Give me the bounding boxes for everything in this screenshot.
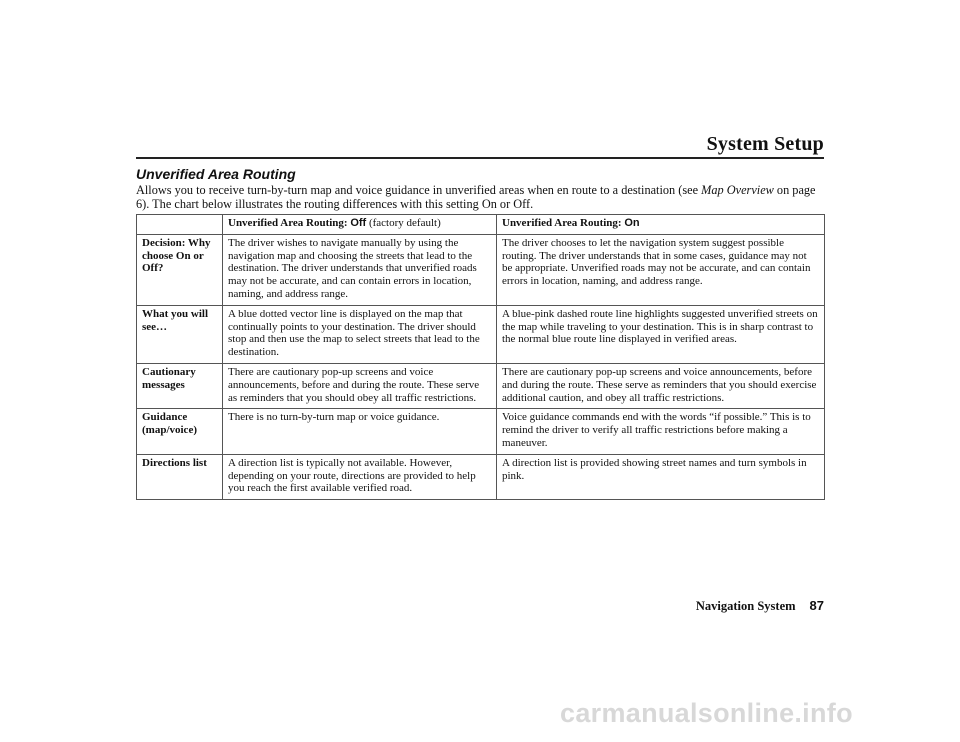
row-label-what-you-see: What you will see… (137, 305, 223, 363)
cell-on-cautionary: There are cautionary pop-up screens and voice announcements, before and during the route. These serve as reminders that you should exercise additional caution, and obey all traffic restrictions. (497, 363, 825, 408)
cell-off-cautionary: There are cautionary pop-up screens and voice announcements, before and during the route. These serve as reminders that you should obey all traffic restrictions. (223, 363, 497, 408)
page-header-title: System Setup (706, 133, 824, 155)
header-off-value: Off (350, 217, 367, 229)
routing-comparison-table (136, 214, 825, 500)
row-label-directions: Directions list (137, 454, 223, 499)
intro-text-1: Allows you to receive turn-by-turn map and voice guidance in unverified areas when en route to a destination (see (136, 183, 702, 197)
cell-off-directions: A direction list is typically not available. However, depending on your route, directions are provided to help you reach the first available verified road. (223, 454, 497, 499)
header-on-value: On (624, 217, 640, 229)
row-label-guidance: Guidance (map/voice) (137, 409, 223, 454)
cell-off-guidance: There is no turn-by-turn map or voice guidance. (223, 409, 497, 454)
header-off-column (223, 215, 497, 235)
row-label-cautionary: Cautionary messages (137, 363, 223, 408)
table-row (137, 409, 825, 454)
footer-section-name: Navigation System (695, 599, 796, 613)
intro-text-2: on page 6). The chart below illustrates the routing differences with this setting On or Off. (136, 183, 816, 211)
header-blank-cell (137, 215, 223, 235)
header-off-note: (factory default) (366, 217, 441, 229)
cell-on-decision: The driver chooses to let the navigation system suggest possible routing. The driver understands that in some cases, guidance may not be appropriate. Unverified roads may not be accurate, and can contain errors in location, naming, and address range. (497, 234, 825, 305)
cell-on-guidance: Voice guidance commands end with the words “if possible.” This is to remind the driver to verify all traffic restrictions before making a maneuver. (497, 409, 825, 454)
intro-map-overview-ref: Map Overview (701, 183, 774, 197)
cell-on-what-you-see: A blue-pink dashed route line highlights suggested unverified streets on the map while traveling to your destination. This is in sharp contrast to the normal blue route line displayed in verified areas. (497, 305, 825, 363)
header-rule (136, 157, 824, 159)
table-row (137, 305, 825, 363)
table-row (137, 363, 825, 408)
footer-page-number: 87 (809, 598, 824, 613)
row-label-decision: Decision: Why choose On or Off? (137, 234, 223, 305)
section-title: Unverified Area Routing (136, 166, 296, 182)
cell-off-what-you-see: A blue dotted vector line is displayed on the map that continually points to your destination. The driver should stop and then use the map to select streets that lead to the destination. (223, 305, 497, 363)
cell-off-decision: The driver wishes to navigate manually by using the navigation map and choosing the streets that lead to the destination. The driver understands that unverified roads may not be accurate, and can contain errors in location, naming, and address range. (223, 234, 497, 305)
header-on-column (497, 215, 825, 235)
cell-on-directions: A direction list is provided showing street names and turn symbols in pink. (497, 454, 825, 499)
watermark-text: carmanualsonline.info (560, 698, 853, 728)
table-row (137, 454, 825, 499)
header-on-prefix: Unverified Area Routing: (502, 217, 625, 229)
table-row (137, 234, 825, 305)
intro-paragraph (136, 184, 826, 211)
page-footer (696, 598, 824, 614)
header-off-prefix: Unverified Area Routing: (228, 217, 351, 229)
table-header-row (137, 215, 825, 235)
